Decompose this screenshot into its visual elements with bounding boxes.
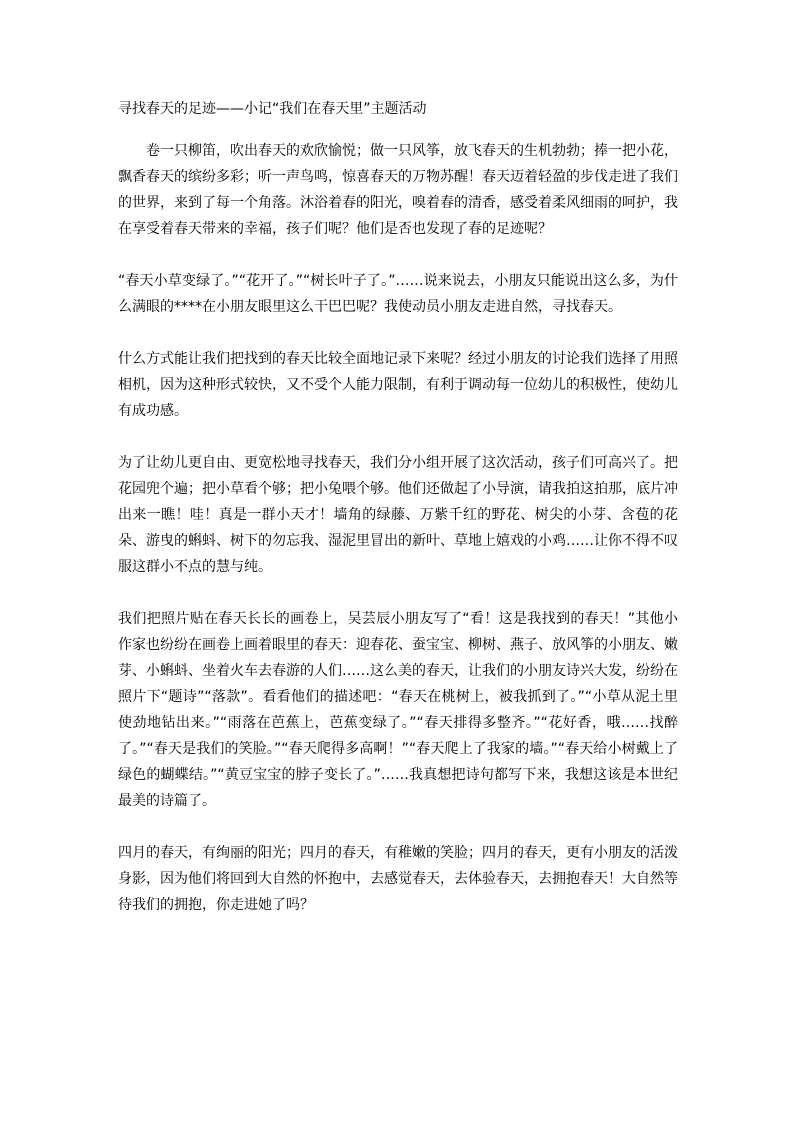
paragraph-conclusion: 四月的春天，有绚丽的阳光；四月的春天，有稚嫩的笑脸；四月的春天，更有小朋友的活泼身影，因为他们将回到大自然的怀抱中，去感觉春天，去体验春天，去拥抱春天！大自然等待我们的拥抱，你走进她了吗？ bbox=[118, 845, 678, 913]
paragraph-photo-scroll: 我们把照片贴在春天长长的画卷上，吴芸辰小朋友写了“看！这是我找到的春天！”其他小作家也纷纷在画卷上画着眼里的春天：迎春花、蚕宝宝、柳树、燕子、放风筝的小朋友、嫩芽、小蝌蚪、坐着火车去春游的人们……这么美的春天，让我们的小朋友诗兴大发，纷纷在照片下“题诗”“落款”。看看他们的描述吧：“春天在桃树上，被我抓到了。”“小草从泥土里使劲地钻出来。”“雨落在芭蕉上，芭蕉变绿了。”“春天排得多整齐。”“花好香，哦……找醉了。”“春天是我们的笑脸。”“春天爬得多高啊！”“春天爬上了我家的墙。”“春天给小树戴上了绿色的蝴蝶结。”“黄豆宝宝的脖子变长了。”……我真想把诗句都写下来，我想这该是本世纪最美的诗篇了。 bbox=[118, 611, 678, 809]
paragraph-children-quotes: “春天小草变绿了。”“花开了。”“树长叶子了。”……说来说去，小朋友只能说出这么多，为什么满眼的****在小朋友眼里这么干巴巴呢？我使动员小朋友走进自然，寻找春天。 bbox=[118, 273, 678, 315]
document-title: 寻找春天的足迹——小记“我们在春天里”主题活动 bbox=[118, 101, 427, 117]
paragraph-intro: 卷一只柳笛，吹出春天的欢欣愉悦；做一只风筝，放飞春天的生机勃勃；捧一把小花，飘香春天的缤纷多彩；听一声鸟鸣，惊喜春天的万物苏醒！春天迈着轻盈的步伐走进了我们的世界，来到了每一个角落。沐浴着春的阳光，嗅着春的清香，感受着柔风细雨的呵护，我在享受着春天带来的幸福，孩子们呢？他们是否也发现了春的足迹呢？ bbox=[118, 143, 678, 237]
document-page bbox=[118, 96, 678, 944]
paragraph-camera-method: 什么方式能让我们把找到的春天比较全面地记录下来呢？经过小朋友的讨论我们选择了用照相机，因为这种形式较快，又不受个人能力限制，有利于调动每一位幼儿的积极性，使幼儿有成功感。 bbox=[118, 351, 678, 419]
paragraph-group-activity: 为了让幼儿更自由、更宽松地寻找春天，我们分小组开展了这次活动，孩子们可高兴了。把花园兜个遍；把小草看个够；把小兔喂个够。他们还做起了小导演，请我拍这拍那，底片冲出来一瞧！哇！真是一群小天才！墙角的绿藤、万紫千红的野花、树尖的小芽、含苞的花朵、游曳的蝌蚪、树下的勿忘我、湿泥里冒出的新叶、草地上嬉戏的小鸡……让你不得不叹服这群小不点的慧与纯。 bbox=[118, 455, 678, 575]
